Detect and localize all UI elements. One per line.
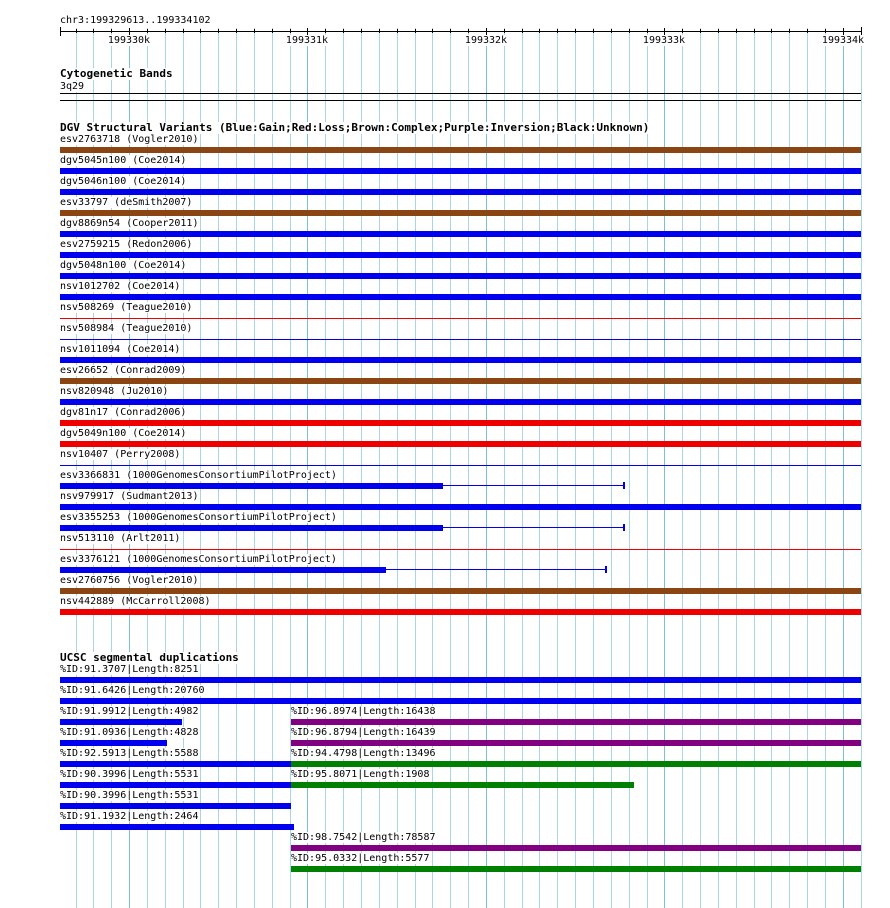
variant-end-cap — [623, 524, 625, 531]
grid-line — [522, 28, 523, 908]
grid-line — [718, 28, 719, 908]
dgv-track-title: DGV Structural Variants (Blue:Gain;Red:Loss;Brown:Complex;Purple:Inversion;Black:Unknown) — [60, 121, 650, 134]
variant-connector-line — [443, 485, 623, 486]
variant-label[interactable]: nsv820948 (Ju2010) — [60, 386, 169, 397]
ruler-minor-tick — [736, 29, 737, 33]
variant-label[interactable]: nsv1011094 (Coe2014) — [60, 344, 181, 355]
segdup-label[interactable]: %ID:91.3707|Length:8251 — [60, 664, 199, 675]
segdup-bar[interactable] — [60, 677, 861, 683]
segdup-label[interactable]: %ID:91.1932|Length:2464 — [60, 811, 199, 822]
segdup-bar[interactable] — [60, 719, 182, 725]
segdup-label[interactable]: %ID:96.8794|Length:16439 — [291, 727, 436, 738]
variant-label[interactable]: esv2760756 (Vogler2010) — [60, 575, 199, 586]
grid-line — [843, 28, 844, 908]
ruler-minor-tick — [682, 29, 683, 33]
ruler-tick-label: 199330k — [107, 35, 151, 46]
variant-label[interactable]: nsv979917 (Sudmant2013) — [60, 491, 199, 502]
segdup-bar[interactable] — [60, 698, 861, 704]
variant-label[interactable]: dgv5049n100 (Coe2014) — [60, 428, 187, 439]
variant-label[interactable]: nsv10407 (Perry2008) — [60, 449, 181, 460]
variant-label[interactable]: dgv8869n54 (Cooper2011) — [60, 218, 199, 229]
segdup-label[interactable]: %ID:95.0332|Length:5577 — [291, 853, 430, 864]
ruler-minor-tick — [825, 29, 826, 33]
variant-label[interactable]: nsv508269 (Teague2010) — [60, 302, 193, 313]
variant-bar[interactable] — [60, 147, 861, 153]
ruler-end-tick — [60, 27, 61, 36]
variant-bar[interactable] — [60, 504, 861, 510]
ruler-minor-tick — [700, 29, 701, 33]
segdup-bar[interactable] — [291, 761, 861, 767]
grid-line — [557, 28, 558, 908]
ruler-minor-tick — [771, 29, 772, 33]
grid-line — [789, 28, 790, 908]
variant-label[interactable]: esv33797 (deSmith2007) — [60, 197, 193, 208]
grid-line — [611, 28, 612, 908]
ruler-minor-tick — [415, 29, 416, 33]
grid-line — [825, 28, 826, 908]
variant-bar[interactable] — [60, 252, 861, 258]
ruler-minor-tick — [807, 29, 808, 33]
segdup-label[interactable]: %ID:91.6426|Length:20760 — [60, 685, 205, 696]
ruler-minor-tick — [254, 29, 255, 33]
grid-line — [861, 28, 862, 908]
segdup-label[interactable]: %ID:95.8071|Length:1908 — [291, 769, 430, 780]
grid-line — [432, 28, 433, 908]
variant-label[interactable]: dgv5046n100 (Coe2014) — [60, 176, 187, 187]
ruler-minor-tick — [93, 29, 94, 33]
ruler-minor-tick — [754, 29, 755, 33]
ruler-minor-tick — [504, 29, 505, 33]
ruler-minor-tick — [718, 29, 719, 33]
ruler-minor-tick — [325, 29, 326, 33]
variant-bar[interactable] — [60, 273, 861, 279]
grid-line — [700, 28, 701, 908]
ruler-line — [60, 31, 861, 32]
variant-label[interactable]: dgv81n17 (Conrad2006) — [60, 407, 187, 418]
grid-line — [504, 28, 505, 908]
ruler-minor-tick — [183, 29, 184, 33]
variant-bar[interactable] — [60, 318, 861, 319]
variant-end-cap — [623, 482, 625, 489]
variant-label[interactable]: esv3376121 (1000GenomesConsortiumPilotProject) — [60, 554, 337, 565]
ruler-minor-tick — [539, 29, 540, 33]
ruler-major-tick — [307, 28, 308, 35]
grid-line — [682, 28, 683, 908]
ruler-minor-tick — [647, 29, 648, 33]
cytoband-label: 3q29 — [60, 81, 85, 92]
variant-label[interactable]: nsv508984 (Teague2010) — [60, 323, 193, 334]
variant-bar[interactable] — [60, 294, 861, 300]
variant-label[interactable]: dgv5048n100 (Coe2014) — [60, 260, 187, 271]
segdup-bar[interactable] — [291, 782, 634, 788]
cytoband-bar-top — [60, 93, 861, 94]
grid-line — [593, 28, 594, 908]
variant-bar[interactable] — [60, 357, 861, 363]
grid-line — [629, 28, 630, 908]
ruler-minor-tick — [593, 29, 594, 33]
ruler-minor-tick — [200, 29, 201, 33]
variant-label[interactable]: esv2759215 (Redon2006) — [60, 239, 193, 250]
grid-line — [272, 28, 273, 908]
grid-line — [754, 28, 755, 908]
variant-label[interactable]: esv3355253 (1000GenomesConsortiumPilotProject) — [60, 512, 337, 523]
ruler-minor-tick — [236, 29, 237, 33]
variant-bar[interactable] — [60, 189, 861, 195]
ruler-minor-tick — [468, 29, 469, 33]
ruler-minor-tick — [361, 29, 362, 33]
ruler-minor-tick — [861, 29, 862, 33]
ruler-minor-tick — [522, 29, 523, 33]
segdup-bar[interactable] — [291, 866, 861, 872]
segdup-label[interactable]: %ID:92.5913|Length:5588 — [60, 748, 199, 759]
grid-line — [539, 28, 540, 908]
ruler-minor-tick — [611, 29, 612, 33]
grid-line — [664, 28, 665, 908]
ruler-major-tick — [486, 28, 487, 35]
grid-line — [468, 28, 469, 908]
variant-bar[interactable] — [60, 549, 861, 550]
ruler-minor-tick — [218, 29, 219, 33]
grid-line — [486, 28, 487, 908]
grid-line — [218, 28, 219, 908]
ruler-major-tick — [843, 28, 844, 35]
ruler-tick-label: 199333k — [642, 35, 686, 46]
segdup-label[interactable]: %ID:98.7542|Length:78587 — [291, 832, 436, 843]
ruler-major-tick — [129, 28, 130, 35]
variant-label[interactable]: esv3366831 (1000GenomesConsortiumPilotProject) — [60, 470, 337, 481]
segdup-label[interactable]: %ID:94.4798|Length:13496 — [291, 748, 436, 759]
variant-bar[interactable] — [60, 420, 861, 426]
segdup-label[interactable]: %ID:90.3996|Length:5531 — [60, 790, 199, 801]
ruler-major-tick — [664, 28, 665, 35]
ruler-minor-tick — [76, 29, 77, 33]
variant-bar[interactable] — [60, 465, 861, 466]
grid-line — [771, 28, 772, 908]
segdup-bar[interactable] — [60, 740, 167, 746]
segdup-bar[interactable] — [60, 803, 291, 809]
variant-label[interactable]: nsv442889 (McCarroll2008) — [60, 596, 211, 607]
ruler-tick-label: 199334k — [821, 35, 865, 46]
variant-bar[interactable] — [60, 567, 386, 573]
ruler-minor-tick — [629, 29, 630, 33]
segdup-bar[interactable] — [60, 782, 291, 788]
cytoband-track-title: Cytogenetic Bands — [60, 67, 173, 80]
ruler-minor-tick — [432, 29, 433, 33]
variant-bar[interactable] — [60, 339, 861, 340]
variant-label[interactable]: esv2763718 (Vogler2010) — [60, 134, 199, 145]
ruler-minor-tick — [343, 29, 344, 33]
segdup-track-title: UCSC segmental duplications — [60, 651, 239, 664]
grid-line — [575, 28, 576, 908]
ruler-minor-tick — [397, 29, 398, 33]
segdup-bar[interactable] — [291, 740, 861, 746]
variant-bar[interactable] — [60, 441, 861, 447]
segdup-label[interactable]: %ID:96.8974|Length:16438 — [291, 706, 436, 717]
variant-end-cap — [605, 566, 607, 573]
variant-connector-line — [443, 527, 623, 528]
grid-line — [647, 28, 648, 908]
grid-line — [200, 28, 201, 908]
variant-bar[interactable] — [60, 609, 861, 615]
segdup-bar[interactable] — [60, 761, 291, 767]
grid-line — [807, 28, 808, 908]
segdup-bar[interactable] — [291, 845, 861, 851]
variant-bar[interactable] — [60, 168, 861, 174]
ruler-minor-tick — [379, 29, 380, 33]
ruler-minor-tick — [272, 29, 273, 33]
segdup-label[interactable]: %ID:90.3996|Length:5531 — [60, 769, 199, 780]
segdup-label[interactable]: %ID:91.9912|Length:4982 — [60, 706, 199, 717]
variant-label[interactable]: nsv1012702 (Coe2014) — [60, 281, 181, 292]
ruler-minor-tick — [165, 29, 166, 33]
variant-label[interactable]: esv26652 (Conrad2009) — [60, 365, 187, 376]
variant-bar[interactable] — [60, 399, 861, 405]
ruler-tick-label: 199331k — [285, 35, 329, 46]
ruler-minor-tick — [575, 29, 576, 33]
segdup-label[interactable]: %ID:91.0936|Length:4828 — [60, 727, 199, 738]
ruler-minor-tick — [290, 29, 291, 33]
variant-bar[interactable] — [60, 588, 861, 594]
variant-label[interactable]: dgv5045n100 (Coe2014) — [60, 155, 187, 166]
ruler-minor-tick — [147, 29, 148, 33]
grid-line — [254, 28, 255, 908]
grid-line — [736, 28, 737, 908]
ruler-minor-tick — [557, 29, 558, 33]
grid-line — [236, 28, 237, 908]
variant-bar[interactable] — [60, 210, 861, 216]
segdup-bar[interactable] — [291, 719, 861, 725]
variant-bar[interactable] — [60, 378, 861, 384]
segdup-bar[interactable] — [60, 824, 294, 830]
ruler-minor-tick — [789, 29, 790, 33]
ruler-tick-label: 199332k — [464, 35, 508, 46]
grid-line — [450, 28, 451, 908]
cytoband-bar-bottom — [60, 100, 861, 101]
variant-bar[interactable] — [60, 483, 443, 489]
variant-bar[interactable] — [60, 231, 861, 237]
variant-connector-line — [386, 569, 605, 570]
ruler-minor-tick — [111, 29, 112, 33]
variant-bar[interactable] — [60, 525, 443, 531]
location-label: chr3:199329613..199334102 — [60, 15, 211, 26]
ruler-minor-tick — [450, 29, 451, 33]
variant-label[interactable]: nsv513110 (Arlt2011) — [60, 533, 181, 544]
